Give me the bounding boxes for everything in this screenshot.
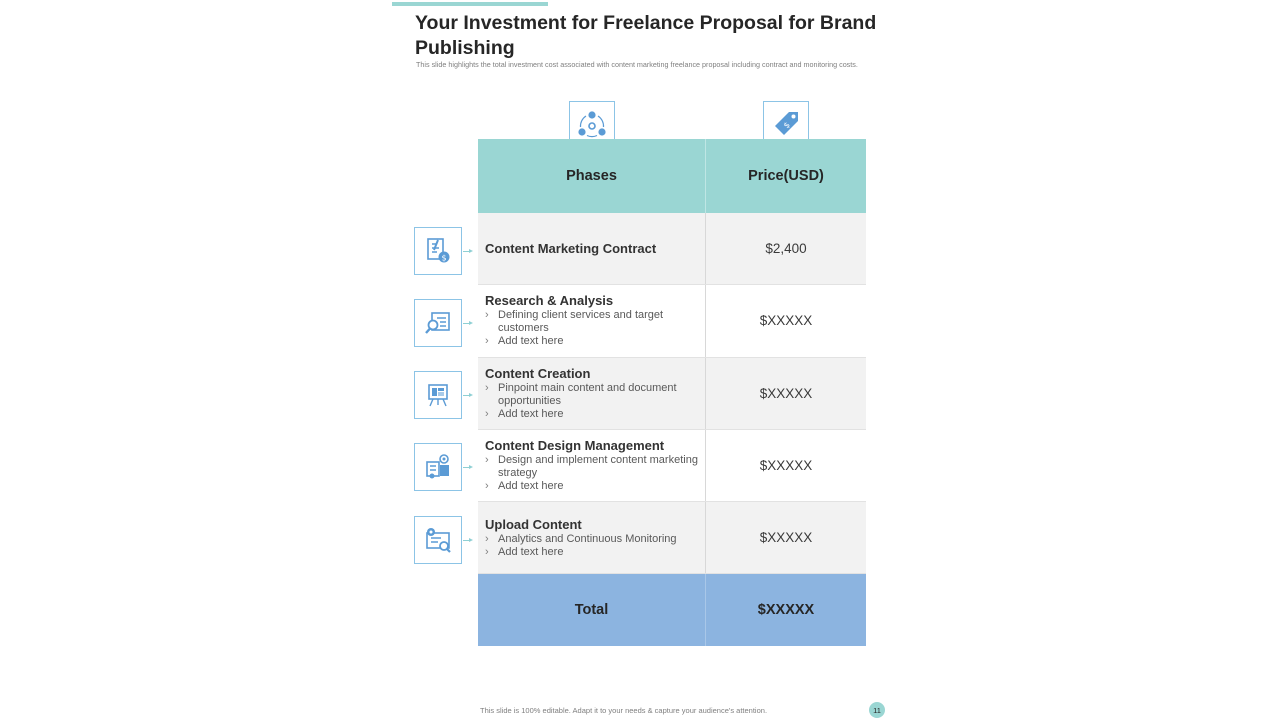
bullet-item: › Defining client services and target customers <box>485 309 705 335</box>
slide-title: Your Investment for Freelance Proposal for Brand Publishing <box>415 12 877 59</box>
bullet-item: › Add text here <box>485 546 705 559</box>
table-row <box>478 285 866 357</box>
monitor-gear-icon <box>414 516 462 564</box>
connector-arrow <box>469 321 473 325</box>
phase-bullets <box>485 309 705 348</box>
total-value: $XXXXX <box>757 602 815 619</box>
connector-arrow <box>469 249 473 253</box>
connector-arrow <box>469 465 473 469</box>
top-accent-bar <box>392 2 548 6</box>
presentation-board-icon <box>414 371 462 419</box>
table-row <box>478 502 866 574</box>
table-total-row <box>478 574 866 646</box>
phase-cell <box>478 213 706 284</box>
phase-title: Upload Content <box>485 516 582 532</box>
phase-title: Research & Analysis <box>485 293 614 309</box>
pricing-table <box>478 139 866 646</box>
header-phases: Phases <box>478 139 706 213</box>
slide-page <box>390 0 890 720</box>
svg-text:$: $ <box>781 120 792 131</box>
phase-cell <box>478 285 706 356</box>
phase-bullets <box>485 454 705 493</box>
connector-arrow <box>469 393 473 397</box>
phase-title: Content Design Management <box>485 438 665 454</box>
header-price: Price(USD) <box>748 168 824 184</box>
bullet-item: › Add text here <box>485 480 705 493</box>
price-cell: $2,400 <box>765 241 807 257</box>
bullet-item: › Add text here <box>485 335 705 348</box>
svg-text:$: $ <box>441 253 447 263</box>
bullet-item: › Add text here <box>485 408 705 421</box>
total-label: Total <box>478 574 706 646</box>
footer-note: This slide is 100% editable. Adapt it to your needs & capture your audience's attention. <box>480 706 768 715</box>
design-tools-icon <box>414 443 462 491</box>
table-row <box>478 358 866 430</box>
research-magnifier-icon <box>414 299 462 347</box>
price-cell: $XXXXX <box>759 385 813 401</box>
connector-arrow <box>469 538 473 542</box>
contract-dollar-icon <box>414 227 462 275</box>
bullet-item: › Pinpoint main content and document opportunities <box>485 382 705 408</box>
phase-title: Content Marketing Contract <box>485 241 657 257</box>
table-header-row <box>478 139 866 213</box>
phase-cell <box>478 358 706 429</box>
table-row <box>478 213 866 285</box>
phase-cell <box>478 430 706 501</box>
phase-title: Content Creation <box>485 365 591 381</box>
price-cell: $XXXXX <box>759 458 813 474</box>
phase-bullets <box>485 382 705 421</box>
price-cell: $XXXXX <box>759 313 813 329</box>
bullet-item: › Design and implement content marketing strategy <box>485 454 705 480</box>
table-row <box>478 430 866 502</box>
bullet-item: › Analytics and Continuous Monitoring <box>485 533 705 546</box>
page-number-badge: 11 <box>869 702 885 718</box>
phase-bullets <box>485 533 705 559</box>
price-cell: $XXXXX <box>759 530 813 546</box>
phase-cell <box>478 502 706 573</box>
slide-subtitle: This slide highlights the total investment cost associated with content marketing freelance proposal including contract and monitoring costs. <box>416 60 858 69</box>
